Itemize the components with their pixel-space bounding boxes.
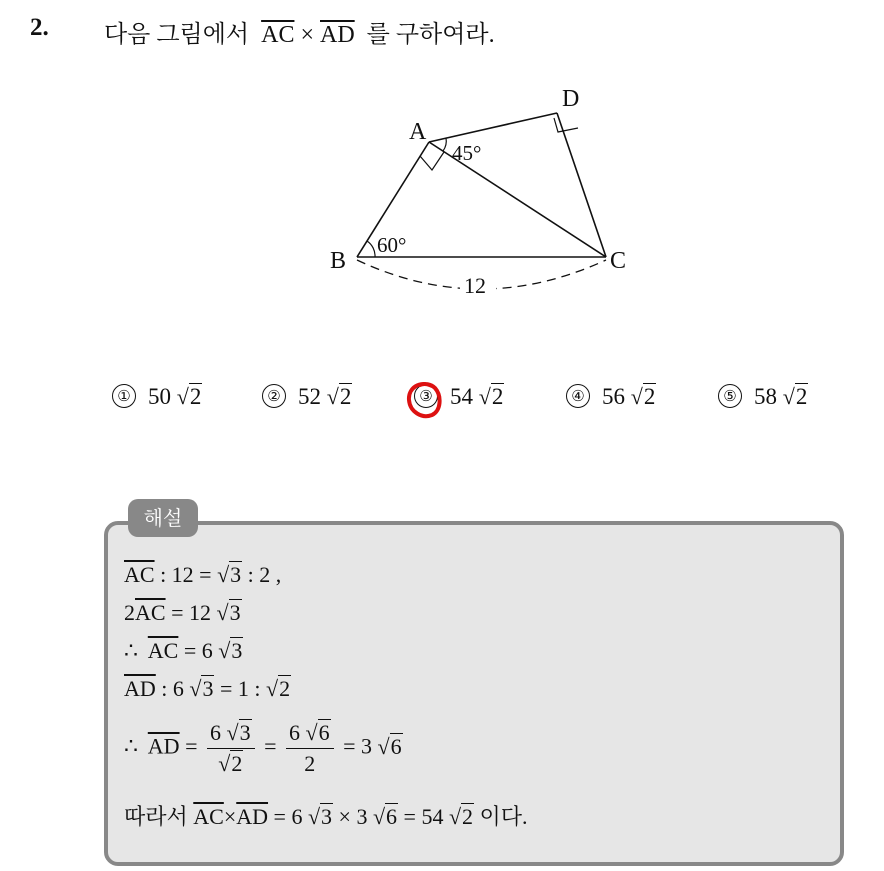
length-bc-label: 12 bbox=[464, 273, 486, 298]
sqrt-symbol: √2 bbox=[448, 804, 474, 829]
choice-3-number: ③ bbox=[414, 384, 438, 408]
fraction-1: $\frac{6 √3}{√2}$ bbox=[207, 720, 255, 777]
right-angle-mark-a bbox=[420, 152, 444, 170]
choice-2-coef: 52 bbox=[298, 384, 321, 409]
angle-a-label: 45° bbox=[452, 141, 482, 165]
label-b: B bbox=[330, 248, 347, 274]
choice-4-coef: 56 bbox=[602, 384, 625, 409]
sqrt-symbol: √2 bbox=[630, 384, 656, 409]
sqrt-symbol: √3 bbox=[216, 600, 241, 625]
right-angle-mark-d bbox=[554, 118, 578, 132]
segment-ac: $\overline{AC}$ bbox=[261, 22, 295, 48]
choice-1[interactable] bbox=[112, 384, 202, 410]
sqrt-symbol: √3 bbox=[189, 676, 214, 701]
sqrt-symbol: √3 bbox=[307, 804, 333, 829]
question-number: 2. bbox=[30, 14, 49, 41]
segment-ad: $\overline{AD}$ bbox=[320, 22, 355, 48]
sqrt-symbol: √6 bbox=[372, 804, 398, 829]
angle-arc-b bbox=[367, 241, 375, 257]
sqrt-symbol: √2 bbox=[266, 676, 291, 701]
segment-ad-line bbox=[429, 113, 557, 142]
choice-2[interactable] bbox=[262, 384, 352, 410]
sqrt-symbol: √3 bbox=[217, 562, 242, 587]
sqrt-symbol: √6 bbox=[377, 733, 402, 759]
label-a: A bbox=[409, 119, 427, 145]
choice-4[interactable] bbox=[566, 384, 656, 410]
sqrt-symbol: √2 bbox=[176, 384, 202, 409]
solution-line-5: ∴ $\overline{AD}$ = $\frac{6 √3}{√2}$ = $\frac{6 √6}{2}$ = 3 √6 bbox=[124, 720, 402, 776]
solution-line-1: $\overline{AC}$ : 12 = √3 : 2 , bbox=[124, 562, 282, 587]
fraction-2: $\frac{6 √6}{2}$ bbox=[286, 720, 334, 777]
question-text-after: 를 구하여라. bbox=[366, 22, 495, 48]
angle-arc-a bbox=[443, 138, 446, 151]
solution-tag: 해설 bbox=[128, 499, 198, 537]
solution-line-3: ∴ $\overline{AC} = 6$ √3 bbox=[124, 638, 243, 663]
choice-5-number: ⑤ bbox=[718, 384, 742, 408]
times-sign: × bbox=[300, 22, 314, 48]
triangle-figure bbox=[300, 80, 660, 300]
sqrt-symbol: √2 bbox=[782, 384, 808, 409]
sqrt-symbol: √2 bbox=[478, 384, 504, 409]
solution-line-6: 따라서 $\overline{AC}\times\overline{AD} = 6$ √3 × 3 √6 = 54 √2 이다. bbox=[124, 804, 528, 829]
choice-3-coef: 54 bbox=[450, 384, 473, 409]
choice-1-coef: 50 bbox=[148, 384, 171, 409]
choice-4-number: ④ bbox=[566, 384, 590, 408]
sqrt-symbol: √2 bbox=[326, 384, 352, 409]
choice-2-number: ② bbox=[262, 384, 286, 408]
angle-b-label: 60° bbox=[377, 233, 407, 257]
solution-line-2: $2\overline{AC} = 12$ √3 bbox=[124, 600, 241, 625]
choice-5-coef: 58 bbox=[754, 384, 777, 409]
question-text bbox=[104, 14, 495, 49]
segment-dc bbox=[557, 113, 606, 257]
question-text-before: 다음 그림에서 bbox=[104, 22, 250, 48]
sqrt-symbol: √3 bbox=[218, 638, 243, 663]
solution-line-4: $\overline{AD}$ : 6 √3 = 1 : √2 bbox=[124, 676, 291, 701]
choice-5[interactable] bbox=[718, 384, 808, 410]
label-d: D bbox=[562, 86, 580, 112]
choice-1-number: ① bbox=[112, 384, 136, 408]
answer-mark-circle bbox=[406, 380, 442, 420]
label-c: C bbox=[610, 248, 627, 274]
